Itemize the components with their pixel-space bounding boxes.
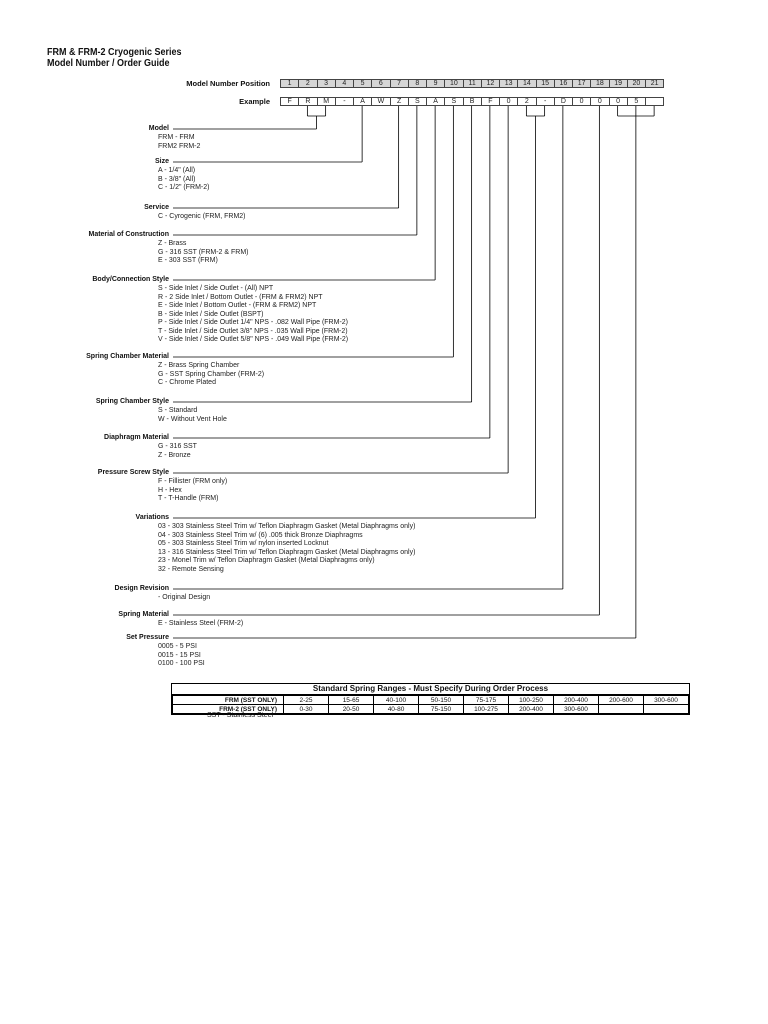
position-cell: 12 <box>481 79 500 88</box>
table-cell: 75-150 <box>419 705 464 714</box>
section-option: 04 - 303 Stainless Steel Trim w/ (6) .005 thick Bronze Diaphragms <box>158 531 363 539</box>
section-title: Design Revision <box>114 585 169 592</box>
example-cell: W <box>371 97 390 106</box>
section-option: G - 316 SST (FRM-2 & FRM) <box>158 248 249 256</box>
example-cell: 0 <box>590 97 609 106</box>
section-option: P - Side Inlet / Side Outlet 1/4" NPS - .082 Wall Pipe (FRM-2) <box>158 319 349 326</box>
section-title: Body/Connection Style <box>92 276 169 283</box>
section-option: H - Hex <box>158 486 182 494</box>
section-option: 13 - 316 Stainless Steel Trim w/ Teflon Diaphragm Gasket (Metal Diaphragms only) <box>158 548 416 556</box>
section-option: T - T-Handle (FRM) <box>158 495 219 502</box>
section-option: G - SST Spring Chamber (FRM-2) <box>158 370 265 378</box>
section-title: Spring Chamber Style <box>95 398 169 405</box>
position-cell: 21 <box>645 79 664 88</box>
table-cell <box>599 705 644 714</box>
section-option: Z - Bronze <box>158 451 191 459</box>
example-cell: 2 <box>517 97 536 106</box>
table-cell: 20-50 <box>329 705 374 714</box>
example-cell: R <box>298 97 317 106</box>
section-option: B - Side Inlet / Side Outlet (BSPT) <box>158 310 264 318</box>
section-title: Variations <box>135 514 169 521</box>
example-cell: - <box>335 97 354 106</box>
position-cell: 5 <box>353 79 372 88</box>
section-option: C - Cyrogenic (FRM, FRM2) <box>158 213 246 220</box>
position-cell: 6 <box>371 79 390 88</box>
section-option: 0100 - 100 PSI <box>158 660 205 667</box>
example-cell: F <box>481 97 500 106</box>
table-cell: 200-400 <box>554 696 599 705</box>
position-cell: 13 <box>499 79 518 88</box>
position-cell: 19 <box>609 79 628 88</box>
example-cell: M <box>317 97 336 106</box>
row-label: FRM (SST ONLY) <box>173 696 284 705</box>
section-option: 23 - Monel Trim w/ Teflon Diaphragm Gasket (Metal Diaphragms only) <box>158 557 375 564</box>
section-option: Z - Brass <box>158 240 187 247</box>
position-cell: 11 <box>463 79 482 88</box>
section-title: Spring Material <box>118 611 169 618</box>
example-cell: A <box>353 97 372 106</box>
section-option: G - 316 SST <box>158 443 197 450</box>
example-cell: 0 <box>499 97 518 106</box>
position-cell: 20 <box>627 79 646 88</box>
position-cell: 17 <box>572 79 591 88</box>
section-option: 05 - 303 Stainless Steel Trim w/ nylon inserted Locknut <box>158 540 329 547</box>
table-cell: 15-65 <box>329 696 374 705</box>
table-row <box>173 696 689 705</box>
position-cell: 15 <box>536 79 555 88</box>
section-option: B - 3/8" (All) <box>158 175 196 183</box>
spring-range-table <box>171 683 690 715</box>
position-cell: 8 <box>408 79 427 88</box>
section-option: E - Side Inlet / Bottom Outlet - (FRM & FRM2) NPT <box>158 302 317 309</box>
document-subtitle: Model Number / Order Guide <box>47 58 170 69</box>
section-title: Spring Chamber Material <box>86 353 169 360</box>
position-cell: 2 <box>298 79 317 88</box>
section-title: Service <box>144 204 169 211</box>
table-cell: 200-400 <box>509 705 554 714</box>
table-cell: 50-150 <box>419 696 464 705</box>
example-cell: Z <box>390 97 409 106</box>
example-cell: F <box>280 97 299 106</box>
section-title: Pressure Screw Style <box>97 469 169 476</box>
section-option: 03 - 303 Stainless Steel Trim w/ Teflon Diaphragm Gasket (Metal Diaphragms only) <box>158 523 416 530</box>
example-cell: 0 <box>609 97 628 106</box>
example-cell: S <box>408 97 427 106</box>
section-option: R - 2 Side Inlet / Bottom Outlet - (FRM & FRM2) NPT <box>158 293 323 301</box>
section-option: E - Stainless Steel (FRM-2) <box>158 620 244 627</box>
table-cell <box>644 705 689 714</box>
section-option: FRM - FRM <box>158 134 195 141</box>
position-cell: 16 <box>554 79 573 88</box>
table-cell: 300-600 <box>644 696 689 705</box>
position-cell: 1 <box>280 79 299 88</box>
row-label: FRM-2 (SST ONLY) <box>173 705 284 714</box>
section-option: S - Side Inlet / Side Outlet - (All) NPT <box>158 285 274 292</box>
table-cell: 2-25 <box>284 696 329 705</box>
table-cell: 100-275 <box>464 705 509 714</box>
table-cell: 200-600 <box>599 696 644 705</box>
table-note: SST - Stainless Steel <box>207 712 274 719</box>
example-cell: B <box>463 97 482 106</box>
section-title: Diaphragm Material <box>104 434 169 441</box>
model-position-label: Model Number Position <box>186 79 270 88</box>
section-option: V - Side Inlet / Side Outlet 5/8" NPS - .049 Wall Pipe (FRM-2) <box>158 336 349 343</box>
section-title: Set Pressure <box>126 634 169 641</box>
position-cell: 3 <box>317 79 336 88</box>
section-option: C - 1/2" (FRM-2) <box>158 184 210 191</box>
section-option: Z - Brass Spring Chamber <box>158 362 240 369</box>
section-option: A - 1/4" (All) <box>158 167 196 174</box>
table-cell: 40-100 <box>374 696 419 705</box>
section-option: E - 303 SST (FRM) <box>158 257 218 264</box>
section-title: Model <box>148 125 169 132</box>
section-option: T - Side Inlet / Side Outlet 3/8" NPS - .035 Wall Pipe (FRM-2) <box>158 327 348 335</box>
section-option: 0005 - 5 PSI <box>158 643 197 650</box>
section-option: 32 - Remote Sensing <box>158 565 224 573</box>
table-cell: 75-175 <box>464 696 509 705</box>
position-cell: 14 <box>517 79 536 88</box>
example-cell: S <box>444 97 463 106</box>
section-title: Size <box>154 158 169 165</box>
table-cell: 300-600 <box>554 705 599 714</box>
example-cell: D <box>554 97 573 106</box>
example-cell: 0 <box>572 97 591 106</box>
position-cell: 9 <box>426 79 445 88</box>
example-cell: 5 <box>627 97 646 106</box>
example-cell: - <box>536 97 555 106</box>
example-label: Example <box>239 97 270 106</box>
table-cell: 100-250 <box>509 696 554 705</box>
section-option: W - Without Vent Hole <box>158 415 227 423</box>
position-cell: 4 <box>335 79 354 88</box>
section-option: 0015 - 15 PSI <box>158 651 201 659</box>
section-option: FRM2 FRM-2 <box>158 142 201 150</box>
section-title: Material of Construction <box>88 231 169 238</box>
example-cell: A <box>426 97 445 106</box>
position-cell: 10 <box>444 79 463 88</box>
document-title: FRM & FRM-2 Cryogenic Series <box>47 47 182 58</box>
section-option: S - Standard <box>158 407 198 414</box>
section-option: F - Fillister (FRM only) <box>158 478 228 485</box>
table-cell: 0-30 <box>284 705 329 714</box>
spring-table-title: Standard Spring Ranges - Must Specify During Order Process <box>172 684 689 695</box>
section-option: C - Chrome Plated <box>158 379 216 386</box>
position-cell: 7 <box>390 79 409 88</box>
section-option: - Original Design <box>158 594 211 601</box>
table-cell: 40-80 <box>374 705 419 714</box>
position-cell: 18 <box>590 79 609 88</box>
